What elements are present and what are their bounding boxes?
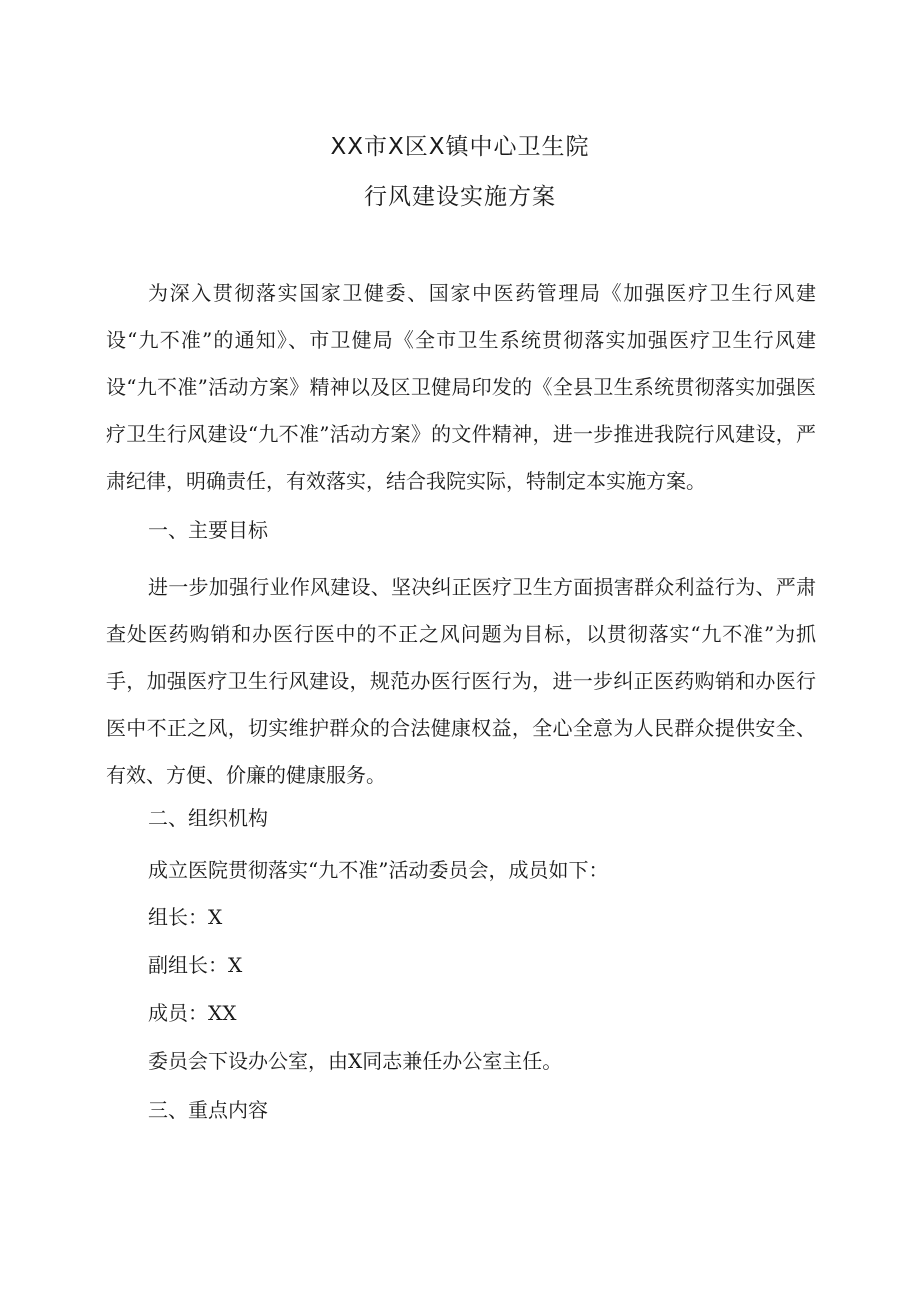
section-2-intro: 成立医院贯彻落实“九不准”活动委员会，成员如下：: [148, 858, 609, 882]
section-3-heading: 三、重点内容: [148, 1098, 268, 1122]
section-1-body: 进一步加强行业作风建设、坚决纠正医疗卫生方面损害群众利益行为、严肃查处医药购销和办医行医中的不正之风问题为目标，以贯彻落实“九不准”为抓手，加强医疗卫生行风建设，规范办医行医行为，进一步纠正医药购销和办医行医中不正之风，切实维护群众的合法健康权益，全心全意为人民群众提供安全、有效、方便、价廉的健康服务。: [106, 575, 816, 787]
office-line: 委员会下设办公室，由X同志兼任办公室主任。: [148, 1049, 563, 1073]
intro-paragraph: 为深入贯彻落实国家卫健委、国家中医药管理局《加强医疗卫生行风建设“九不准”的通知》、市卫健局《全市卫生系统贯彻落实加强医疗卫生行风建设“九不准”活动方案》精神以及区卫健局印发的《全县卫生系统贯彻落实加强医疗卫生行风建设“九不准”活动方案》的文件精神，进一步推进我院行风建设，严肃纪律，明确责任，有效落实，结合我院实际，特制定本实施方案。: [106, 281, 816, 493]
document-title-line-2: 行风建设实施方案: [364, 184, 556, 210]
deputy-leader-line: 副组长：X: [148, 953, 243, 977]
document-title-line-1: XX市X区X镇中心卫生院: [330, 134, 590, 160]
section-1-heading: 一、主要目标: [148, 518, 268, 542]
section-2-heading: 二、组织机构: [148, 806, 268, 830]
leader-line: 组长：X: [148, 905, 223, 929]
members-line: 成员：XX: [148, 1001, 237, 1025]
